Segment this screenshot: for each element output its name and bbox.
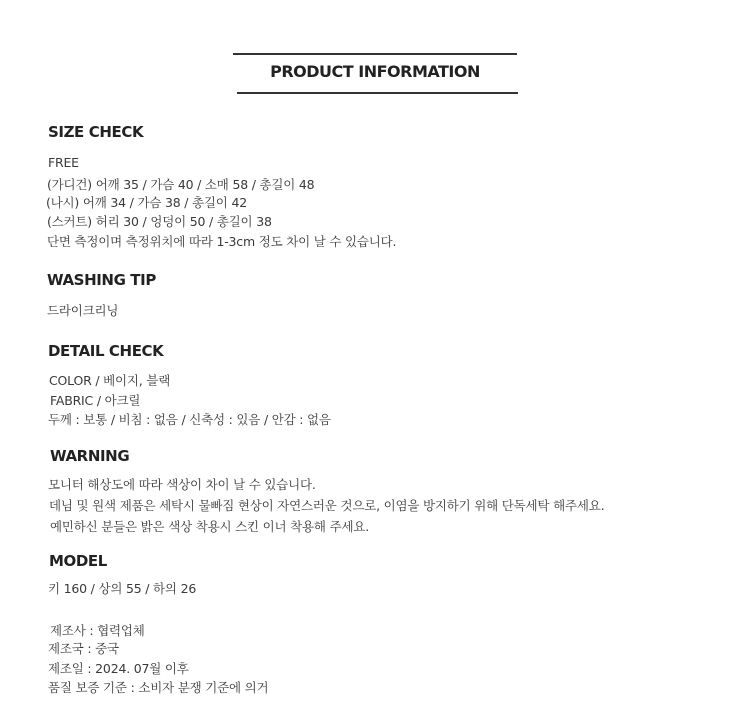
warning-line-skin-inner: 예민하신 분들은 밝은 색상 착용시 스킨 이너 착용해 주세요. bbox=[50, 519, 369, 534]
header-bottom-rule bbox=[237, 92, 518, 94]
washing-tip-heading: WASHING TIP bbox=[47, 271, 156, 289]
detail-line-color: COLOR / 베이지, 블랙 bbox=[49, 373, 171, 388]
warning-line-monitor: 모니터 해상도에 따라 색상이 차이 날 수 있습니다. bbox=[48, 477, 316, 492]
detail-line-fabric: FABRIC / 아크릴 bbox=[50, 393, 141, 408]
warning-line-denim: 데님 및 원색 제품은 세탁시 물빠짐 현상이 자연스러운 것으로, 이염을 방지하기 위해 단독세탁 해주세요. bbox=[49, 498, 605, 513]
country-line: 제조국 : 중국 bbox=[48, 641, 119, 656]
page-title: PRODUCT INFORMATION bbox=[270, 62, 480, 81]
header-top-rule bbox=[233, 53, 517, 55]
size-note: 단면 측정이며 측정위치에 따라 1-3cm 정도 차이 날 수 있습니다. bbox=[47, 234, 397, 249]
size-line-cardigan: (가디건) 어깨 35 / 가슴 40 / 소매 58 / 총길이 48 bbox=[47, 177, 315, 192]
size-line-free: FREE bbox=[48, 155, 79, 170]
size-line-sleeveless: (나시) 어깨 34 / 가슴 38 / 총길이 42 bbox=[46, 195, 247, 210]
size-line-skirt: (스커트) 허리 30 / 엉덩이 50 / 총길이 38 bbox=[47, 214, 272, 229]
quality-standard-line: 품질 보증 기준 : 소비자 분쟁 기준에 의거 bbox=[48, 680, 269, 695]
manufacturer-line: 제조사 : 협력업체 bbox=[50, 623, 145, 638]
washing-tip-line: 드라이크리닝 bbox=[47, 303, 119, 318]
detail-check-heading: DETAIL CHECK bbox=[48, 342, 164, 360]
warning-heading: WARNING bbox=[50, 447, 130, 465]
manufacture-date-line: 제조일 : 2024. 07월 이후 bbox=[48, 661, 189, 676]
model-line: 키 160 / 상의 55 / 하의 26 bbox=[48, 581, 197, 596]
size-check-heading: SIZE CHECK bbox=[48, 123, 144, 141]
model-heading: MODEL bbox=[49, 552, 107, 570]
detail-line-properties: 두께 : 보통 / 비침 : 없음 / 신축성 : 있음 / 안감 : 없음 bbox=[48, 412, 331, 427]
